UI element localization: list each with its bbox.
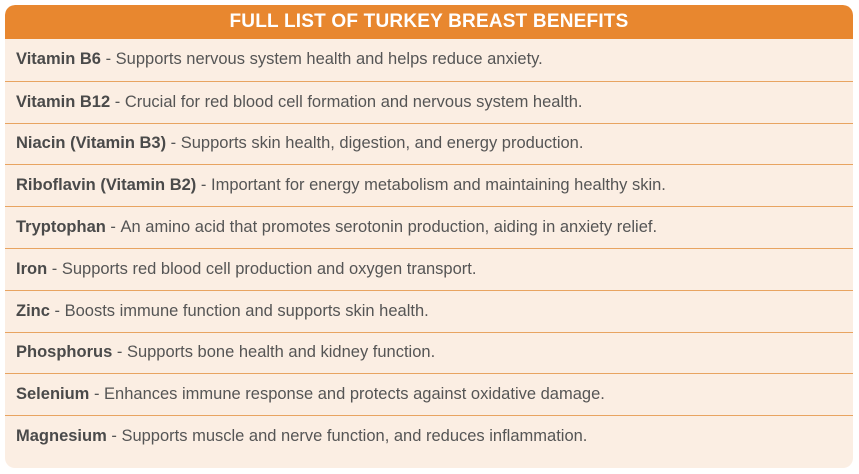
benefit-term: Zinc: [16, 301, 50, 320]
list-item: [5, 415, 853, 457]
benefit-description: Supports red blood cell production and oxygen transport.: [61, 259, 477, 278]
separator: -: [112, 343, 127, 362]
separator: -: [49, 301, 65, 320]
separator: -: [100, 50, 116, 69]
separator: -: [166, 134, 181, 153]
separator: -: [110, 92, 125, 111]
separator: -: [105, 218, 121, 237]
list-item: [5, 206, 853, 248]
benefit-description: Crucial for red blood cell formation and nervous system health.: [124, 92, 583, 111]
benefit-term: Vitamin B12: [16, 92, 111, 111]
separator: -: [106, 427, 122, 446]
benefit-term: Riboflavin (Vitamin B2): [16, 176, 197, 195]
benefits-list: [5, 39, 853, 457]
benefit-term: Vitamin B6: [16, 50, 101, 69]
benefit-description: Supports nervous system health and helps reduce anxiety.: [115, 50, 543, 69]
benefit-description: Important for energy metabolism and maintaining healthy skin.: [210, 176, 666, 195]
benefit-description: Boosts immune function and supports skin health.: [64, 301, 429, 320]
benefit-description: Supports muscle and nerve function, and reduces inflammation.: [121, 427, 588, 446]
benefit-term: Tryptophan: [16, 218, 106, 237]
benefit-term: Niacin (Vitamin B3): [16, 134, 167, 153]
separator: -: [89, 385, 105, 404]
benefit-term: Iron: [16, 259, 48, 278]
list-item: [5, 123, 853, 165]
list-item: [5, 248, 853, 290]
list-item: [5, 290, 853, 332]
benefit-description: Supports bone health and kidney function.: [126, 343, 436, 362]
benefit-term: Magnesium: [16, 427, 107, 446]
list-item: [5, 164, 853, 206]
benefits-card: [5, 5, 853, 468]
card-title: FULL LIST OF TURKEY BREAST BENEFITS: [5, 5, 853, 39]
benefit-description: Supports skin health, digestion, and energy production.: [180, 134, 584, 153]
list-item: [5, 373, 853, 415]
list-item: [5, 81, 853, 123]
benefit-description: Enhances immune response and protects against oxidative damage.: [104, 385, 605, 404]
list-item: [5, 332, 853, 374]
benefit-term: Phosphorus: [16, 343, 113, 362]
benefit-description: An amino acid that promotes serotonin production, aiding in anxiety relief.: [120, 218, 658, 237]
list-item: [5, 39, 853, 81]
separator: -: [196, 176, 211, 195]
separator: -: [47, 259, 62, 278]
benefit-term: Selenium: [16, 385, 90, 404]
